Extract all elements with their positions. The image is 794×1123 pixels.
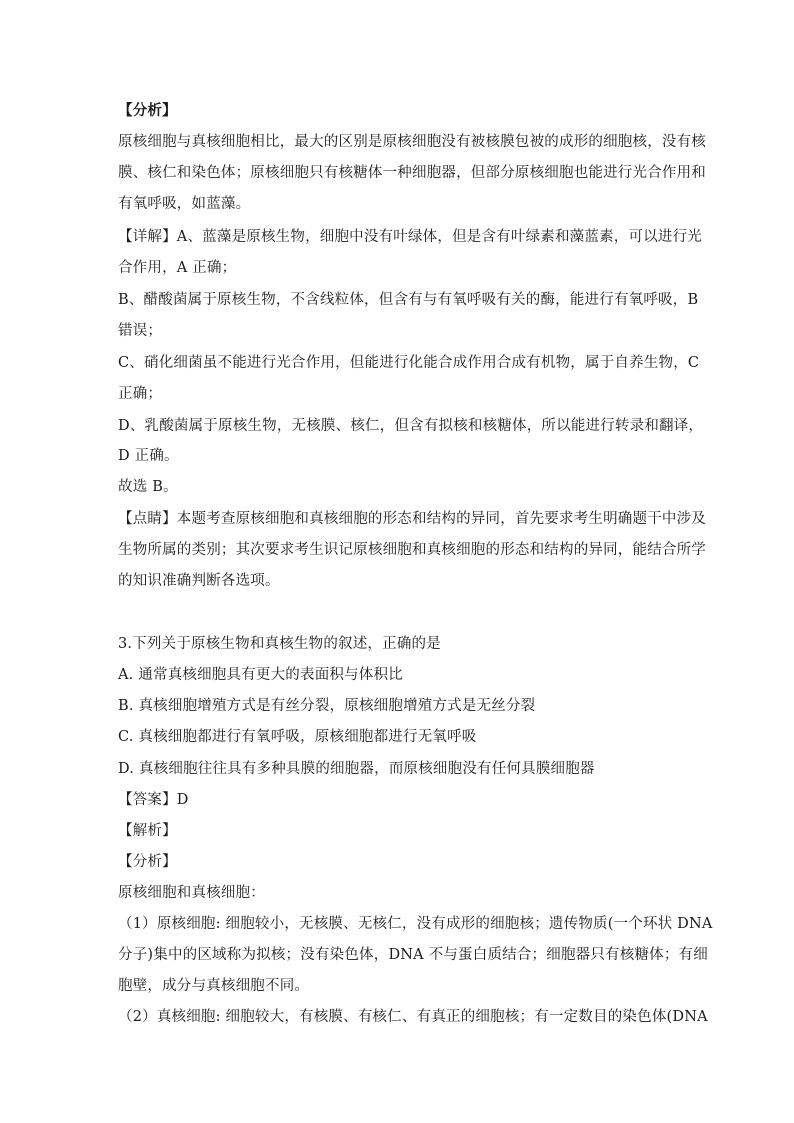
eukaryote-line-1: （2）真核细胞: 细胞较大，有核膜、有核仁、有真正的细胞核；有一定数目的染色体(DNA (118, 1009, 708, 1025)
comment-line-3: 的知识准确判断各选项。 (118, 573, 280, 589)
prokaryote-line-2: 分子)集中的区域称为拟核；没有染色体，DNA 不与蛋白质结合；细胞器只有核糖体；有细 (118, 947, 708, 963)
detail-line-7: D、乳酸菌属于原核生物，无核膜、核仁，但含有拟核和核糖体，所以能进行转录和翻译， (118, 418, 704, 434)
detail-line-6: 正确； (118, 386, 163, 402)
analysis-text-line-3: 有氧呼吸，如蓝藻。 (118, 196, 251, 212)
option-b: B. 真核细胞增殖方式是有丝分裂，原核细胞增殖方式是无丝分裂 (118, 698, 536, 714)
prokaryote-line-3: 胞壁，成分与真核细胞不同。 (118, 978, 310, 994)
detail-line-2: 合作用，A 正确； (118, 260, 237, 276)
answer-choice-line: 故选 B。 (118, 479, 178, 495)
detail-line-5: C、硝化细菌虽不能进行光合作用，但能进行化能合成作用合成有机物，属于自养生物，C (118, 355, 700, 371)
detail-line-4: 错误； (118, 323, 163, 339)
option-c: C. 真核细胞都进行有氧呼吸，原核细胞都进行无氧呼吸 (118, 729, 477, 745)
explanation-heading: 【解析】 (118, 823, 177, 839)
answer-line: 【答案】D (118, 792, 189, 808)
comment-line-2: 生物所属的类别；其次要求考生识记原核细胞和真核细胞的形态和结构的异同，能结合所学 (118, 542, 706, 558)
option-a: A. 通常真核细胞具有更大的表面积与体积比 (118, 667, 403, 683)
analysis-heading: 【分析】 (118, 102, 177, 119)
analysis-heading-2: 【分析】 (118, 854, 177, 870)
analysis-text-line-2: 膜、核仁和染色体；原核细胞只有核糖体一种细胞器，但部分原核细胞也能进行光合作用和 (118, 165, 706, 181)
analysis-text-line-1: 原核细胞与真核细胞相比，最大的区别是原核细胞没有被核膜包被的成形的细胞核，没有核 (118, 134, 706, 150)
detail-line-3: B、醋酸菌属于原核生物，不含线粒体，但含有与有氧呼吸有关的酶，能进行有氧呼吸，B (118, 292, 699, 308)
prokaryote-line-1: （1）原核细胞: 细胞较小，无核膜、无核仁，没有成形的细胞核；遗传物质(一个环状 DNA (118, 916, 713, 932)
option-d: D. 真核细胞往往具有多种具膜的细胞器，而原核细胞没有任何具膜细胞器 (118, 761, 595, 777)
detail-line-1: 【详解】A、蓝藻是原核生物，细胞中没有叶绿体，但是含有叶绿素和藻蓝素，可以进行光 (118, 229, 702, 245)
question-3-stem: 3.下列关于原核生物和真核生物的叙述，正确的是 (118, 636, 441, 652)
detail-line-8: D 正确。 (118, 448, 179, 464)
comparison-intro: 原核细胞和真核细胞： (118, 885, 265, 901)
comment-line-1: 【点睛】本题考查原核细胞和真核细胞的形态和结构的异同，首先要求考生明确题干中涉及 (118, 511, 706, 527)
